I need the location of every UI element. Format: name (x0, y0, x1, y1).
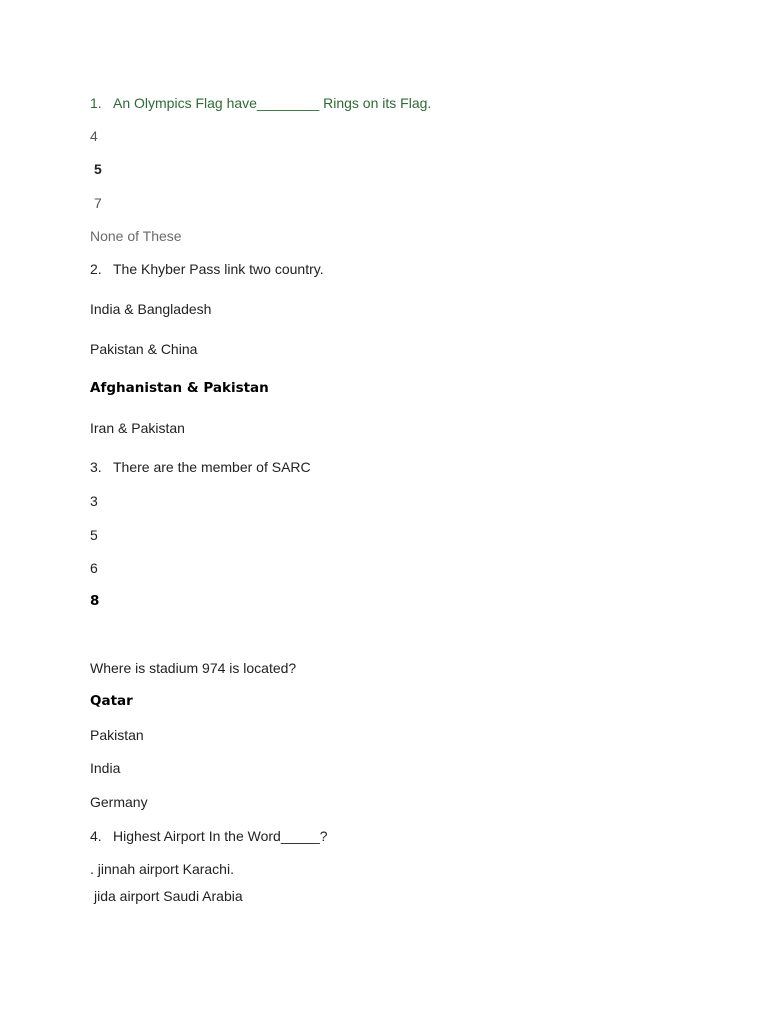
answer-option: 5 (90, 527, 98, 543)
question-stadium: Where is stadium 974 is located? (90, 660, 297, 676)
answer-option: 4 (90, 128, 98, 144)
answer-option: 6 (90, 560, 98, 576)
answer-option: Pakistan (90, 727, 144, 743)
question-1 (90, 94, 431, 112)
answer-option: . jinnah airport Karachi. (90, 861, 234, 877)
answer-option: Germany (90, 794, 148, 810)
question-4 (90, 827, 328, 845)
answer-option-correct: Afghanistan & Pakistan (90, 380, 269, 396)
question-number: 4. (90, 828, 102, 844)
question-text: An Olympics Flag have________ Rings on its Flag. (113, 95, 432, 111)
answer-option: jida airport Saudi Arabia (94, 888, 243, 904)
answer-option: 7 (94, 195, 102, 211)
question-2 (90, 260, 324, 278)
question-number: 2. (90, 261, 102, 277)
question-number: 3. (90, 459, 102, 475)
answer-option: None of These (90, 228, 182, 244)
question-number: 1. (90, 95, 102, 111)
question-3 (90, 458, 311, 476)
answer-option: India & Bangladesh (90, 301, 212, 317)
answer-option-correct: 5 (94, 161, 102, 177)
answer-option: 3 (90, 493, 98, 509)
answer-option: India (90, 760, 121, 776)
answer-option: Pakistan & China (90, 341, 198, 357)
answer-option: Iran & Pakistan (90, 420, 185, 436)
question-text: The Khyber Pass link two country. (113, 261, 324, 277)
question-text: Highest Airport In the Word_____? (113, 828, 328, 844)
answer-option-correct: 8 (90, 593, 100, 609)
answer-option-correct: Qatar (90, 693, 133, 709)
question-text: There are the member of SARC (113, 459, 311, 475)
